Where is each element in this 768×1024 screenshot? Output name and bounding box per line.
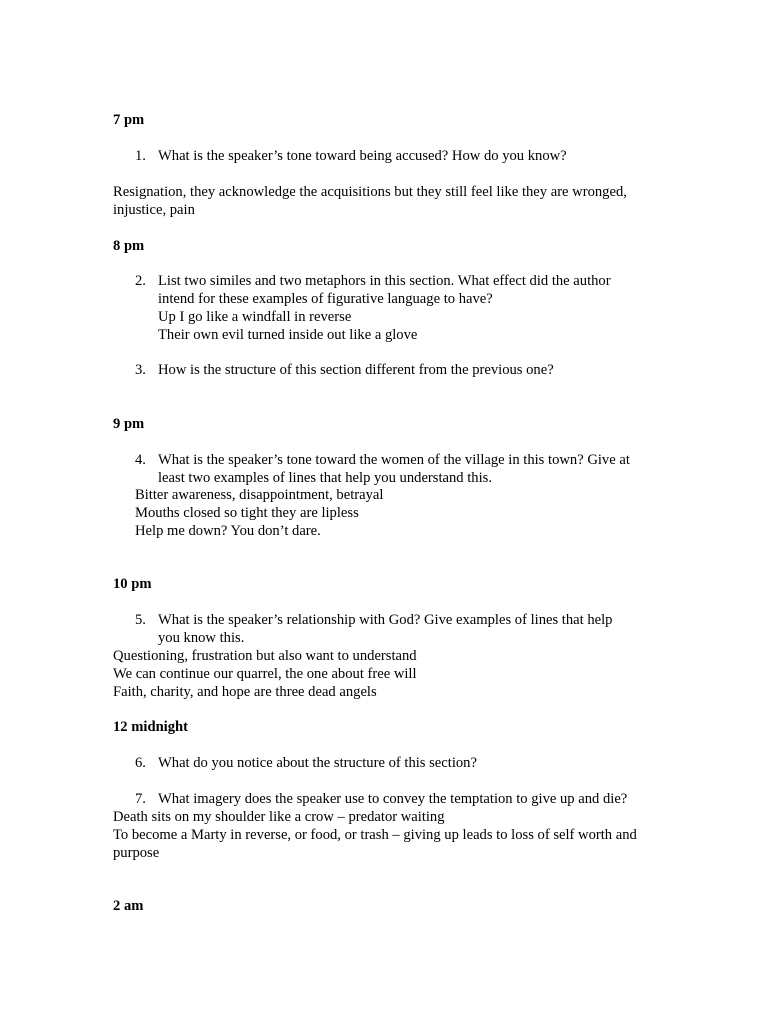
question-number-5: 5. bbox=[135, 612, 146, 628]
section-heading-7pm: 7 pm bbox=[113, 112, 145, 128]
answer-7-line-1: Death sits on my shoulder like a crow – predator waiting bbox=[113, 809, 445, 825]
question-text-4-line-2: least two examples of lines that help you understand this. bbox=[158, 470, 492, 486]
section-heading-2am: 2 am bbox=[113, 898, 144, 914]
question-number-7: 7. bbox=[135, 791, 146, 807]
question-number-3: 3. bbox=[135, 362, 146, 378]
section-heading-12-midnight: 12 midnight bbox=[113, 719, 189, 735]
answer-4-line-2: Mouths closed so tight they are lipless bbox=[135, 505, 359, 521]
answer-5-line-2: We can continue our quarrel, the one about free will bbox=[113, 666, 417, 682]
answer-7-line-2: To become a Marty in reverse, or food, or trash – giving up leads to loss of self worth and bbox=[113, 827, 637, 843]
answer-4-line-1: Bitter awareness, disappointment, betrayal bbox=[135, 487, 384, 503]
question-text-5-line-1: What is the speaker’s relationship with God? Give examples of lines that help bbox=[158, 612, 613, 628]
question-text-6: What do you notice about the structure of this section? bbox=[158, 755, 477, 771]
section-heading-8pm: 8 pm bbox=[113, 238, 145, 254]
section-heading-9pm: 9 pm bbox=[113, 416, 145, 432]
question-number-2: 2. bbox=[135, 273, 146, 289]
answer-2-line-2: Their own evil turned inside out like a glove bbox=[158, 327, 418, 343]
answer-5-line-1: Questioning, frustration but also want to understand bbox=[113, 648, 417, 664]
question-text-3: How is the structure of this section different from the previous one? bbox=[158, 362, 554, 378]
question-text-5-line-2: you know this. bbox=[158, 630, 245, 646]
question-number-6: 6. bbox=[135, 755, 146, 771]
section-heading-10pm: 10 pm bbox=[113, 576, 152, 592]
answer-7-line-3: purpose bbox=[113, 845, 160, 861]
answer-5-line-3: Faith, charity, and hope are three dead angels bbox=[113, 684, 377, 700]
answer-2-line-1: Up I go like a windfall in reverse bbox=[158, 309, 352, 325]
question-text-4-line-1: What is the speaker’s tone toward the women of the village in this town? Give at bbox=[158, 452, 630, 468]
question-text-7: What imagery does the speaker use to convey the temptation to give up and die? bbox=[158, 791, 628, 807]
answer-1-line-1: Resignation, they acknowledge the acquisitions but they still feel like they are wronged, bbox=[113, 184, 627, 200]
question-text-1: What is the speaker’s tone toward being accused? How do you know? bbox=[158, 148, 567, 164]
question-number-1: 1. bbox=[135, 148, 146, 164]
question-number-4: 4. bbox=[135, 452, 146, 468]
answer-4-line-3: Help me down? You don’t dare. bbox=[135, 523, 321, 539]
answer-1-line-2: injustice, pain bbox=[113, 202, 195, 218]
question-text-2-line-1: List two similes and two metaphors in this section. What effect did the author bbox=[158, 273, 611, 289]
question-text-2-line-2: intend for these examples of figurative language to have? bbox=[158, 291, 493, 307]
